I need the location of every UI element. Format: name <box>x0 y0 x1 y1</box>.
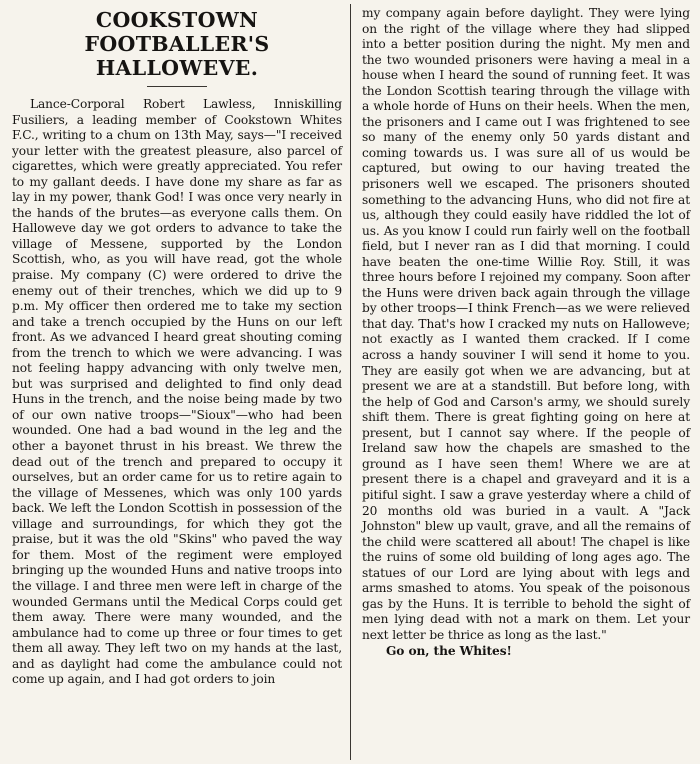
right-column <box>362 6 690 760</box>
left-column <box>12 6 342 760</box>
article-signoff: Go on, the Whites! <box>386 644 512 659</box>
article-title: COOKSTOWN FOOTBALLER'S HALLOWEVE. <box>84 8 270 80</box>
article-body-right: my company again before daylight. They were lying on the right of the village where they had slipped into a better position during the night. My men and the two wounded prisoners were having a meal in a house when I heard the sound of running feet. It was the London Scottish tearing through the village with a whole horde of Huns on their heels. When the men, the prisoners and I came out I was frightened to see so many of the enemy only 50 yards distant and coming towards us. I was sure all of us would be captured, but owing to our having treated the prisoners well we escaped. The prisoners shouted something to the advancing Huns, who did not fire at us, although they could easily have riddled the lot of us. As you know I could run fairly well on the football field, but I never ran as I did that morning. I could have beaten the one-time Willie Roy. Still, it was three hours before I rejoined my company. Soon after the Huns were driven back again through the village by other troops—I think French—as we were relieved that day. That's how I cracked my nuts on Halloweve; not exactly as I wanted them cracked. If I come across a handy souviner I will send it home to you. They are easily got when we are advancing, but at present we are at a standstill. But before long, with the help of God and Carson's army, we should surely shift them. There is great fighting going on here at present, but I cannot say where. If the people of Ireland saw how the chapels are smashed to the ground as I have seen them! Where we are at present there is a chapel and graveyard and it is a pitiful sight. I saw a grave yesterday where a child of 20 months old was buried in a vault. A "Jack Johnston" blew up vault, grave, and all the remains of the child were scattered all about! The chapel is like the ruins of some old building of long ages ago. The statues of our Lord are lying about with legs and arms smashed to atoms. You speak of the poisonous gas by the Huns. It is terrible to behold the sight of men lying dead with not a mark on them. Let your next letter be thrice as long as the last." <box>362 6 690 642</box>
article-body-left: Lance-Corporal Robert Lawless, Inniskilling Fusiliers, a leading member of Cookstown Whites F.C., writing to a chum on 13th May, says—"I received your letter with the greatest pleasure, also parcel of cigarettes, which were greatly appreciated. You refer to my gallant deeds. I have done my share as far as lay in my power, thank God! I was once very nearly in the hands of the brutes—as everyone calls them. On Halloweve day we got orders to advance to take the village of Messene, supported by the London Scottish, who, as you will have read, got the whole praise. My company (C) were ordered to drive the enemy out of their trenches, which we did up to 9 p.m. My officer then ordered me to take my section and take a trench occupied by the Huns on our left front. As we advanced I heard great shouting coming from the trench to which we were advancing. I was not feeling happy advancing with only twelve men, but was surprised and delighted to find only dead Huns in the trench, and the noise being made by two of our own native troops—"Sioux"—who had been wounded. One had a bad wound in the leg and the other a bayonet thrust in his breast. We threw the dead out of the trench and prepared to occupy it ourselves, but an order came for us to retire again to the village of Messenes, which was only 100 yards back. We left the London Scottish in possession of the village and surroundings, for which they got the praise, but it was the old "Skins" who paved the way for them. Most of the regiment were employed bringing up the wounded Huns and native troops into the village. I and three men were left in charge of the wounded Germans until the Medical Corps could get them away. There were many wounded, and the ambulance had to come up three or four times to get them all away. They left two on my hands at the last, and as daylight had come the ambulance could not come up again, and I had got orders to join <box>12 97 342 687</box>
title-divider <box>147 86 207 87</box>
column-divider <box>350 4 351 760</box>
